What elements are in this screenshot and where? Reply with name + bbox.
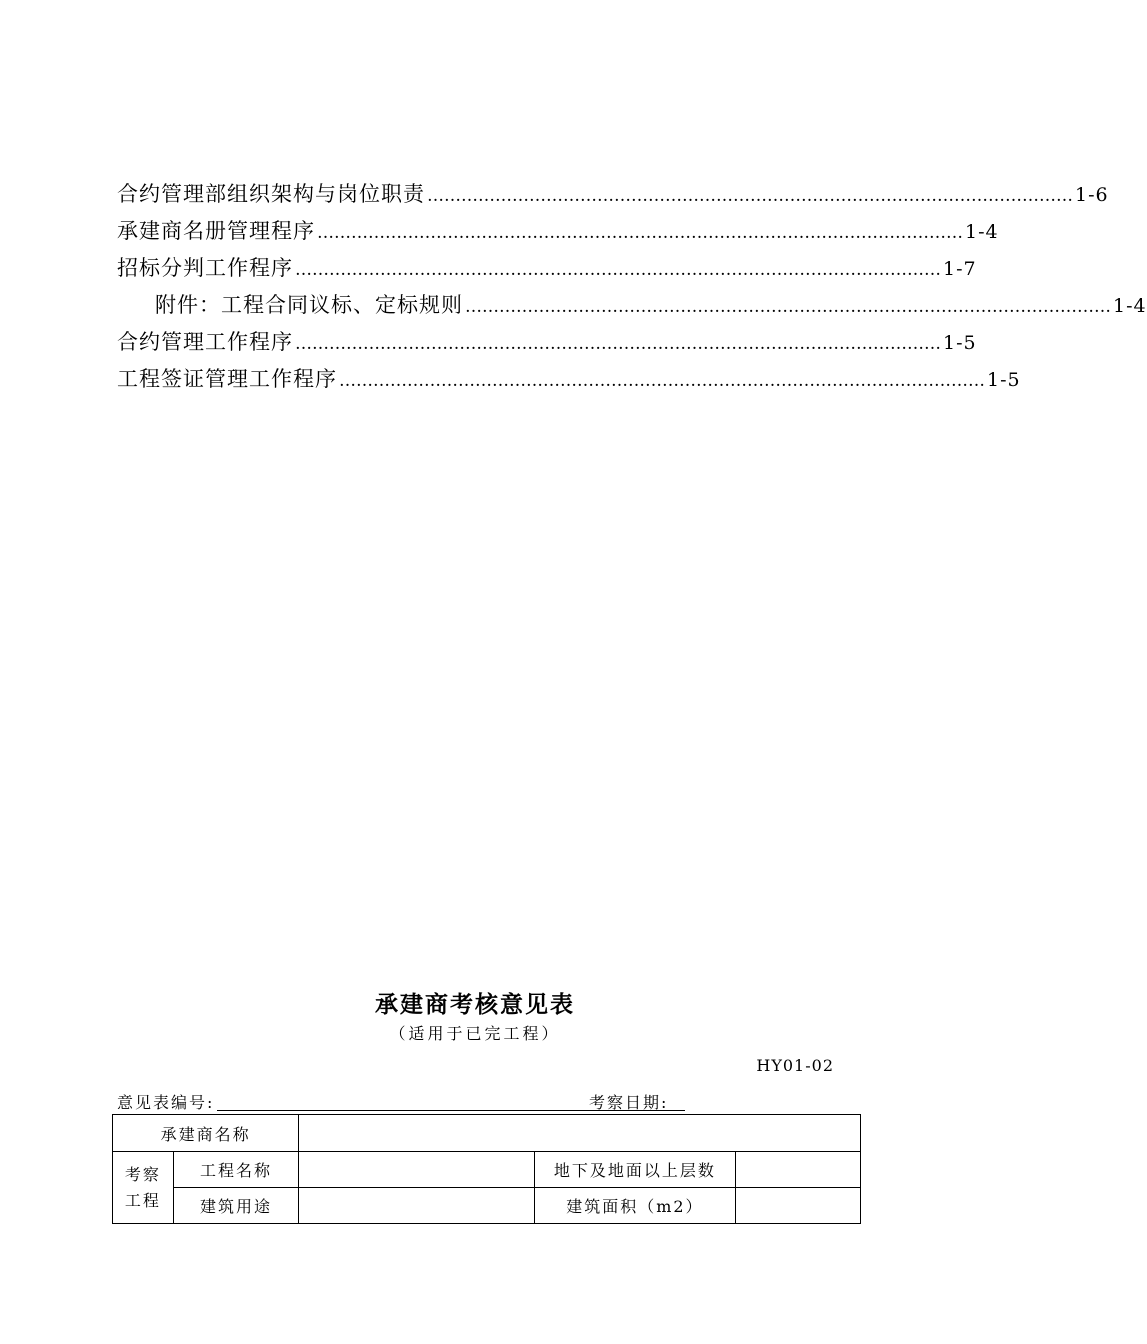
toc-leader-dots: …………………………………………………………………………………………………… [317, 223, 963, 243]
toc-entry-page: 1-5 [943, 332, 977, 354]
toc-entry-sub[interactable] [117, 287, 1147, 324]
toc-entry-page: 1-6 [1075, 184, 1109, 206]
toc-entry-page: 1-5 [987, 369, 1021, 391]
table-row [113, 1188, 861, 1224]
toc-leader-dots: …………………………………………………………………………………………………… [295, 334, 941, 354]
table-row [113, 1152, 861, 1188]
toc-leader-dots: …………………………………………………………………………………………………… [465, 297, 1111, 317]
number-label: 意见表编号: [117, 1093, 215, 1112]
toc-entry[interactable] [117, 213, 999, 250]
floors-field[interactable] [735, 1152, 860, 1188]
toc-entry-label: 合约管理部组织架构与岗位职责 [117, 182, 425, 206]
inspected-label-line: 工程 [124, 1190, 161, 1210]
toc-entry[interactable] [117, 250, 977, 287]
floors-label: 地下及地面以上层数 [535, 1152, 735, 1188]
toc-entry-page: 1-4 [1113, 295, 1147, 317]
table-row [113, 1115, 861, 1152]
form-subtitle: （适用于已完工程） [389, 1024, 561, 1043]
toc-leader-dots: …………………………………………………………………………………………………… [295, 260, 941, 280]
toc-entry-label: 合约管理工作程序 [117, 330, 293, 354]
toc-leader-dots: …………………………………………………………………………………………………… [427, 186, 1073, 206]
form-title: 承建商考核意见表 [375, 992, 575, 1018]
building-usage-label: 建筑用途 [173, 1188, 299, 1224]
toc-leader-dots: …………………………………………………………………………………………………… [339, 371, 985, 391]
building-usage-field[interactable] [299, 1188, 535, 1224]
building-area-field[interactable] [735, 1188, 860, 1224]
assessment-table [112, 1114, 861, 1224]
form-meta-row [117, 1090, 717, 1114]
project-name-label: 工程名称 [173, 1152, 299, 1188]
building-area-label: 建筑面积（m2） [535, 1188, 735, 1224]
toc-entry-label: 承建商名册管理程序 [117, 219, 315, 243]
toc-entry[interactable] [117, 176, 1109, 213]
toc-entry[interactable] [117, 361, 1021, 398]
project-name-field[interactable] [299, 1152, 535, 1188]
toc-entry-label: 附件：工程合同议标、定标规则 [155, 293, 463, 317]
toc-entry-page: 1-7 [943, 258, 977, 280]
table-of-contents [117, 176, 1147, 398]
inspected-label-line: 考察 [124, 1164, 161, 1184]
contractor-name-label: 承建商名称 [113, 1115, 299, 1152]
toc-entry-label: 工程签证管理工作程序 [117, 367, 337, 391]
toc-entry[interactable] [117, 324, 977, 361]
date-field[interactable] [667, 1110, 685, 1111]
form-code: HY01-02 [756, 1056, 834, 1075]
inspected-project-label [113, 1152, 174, 1224]
toc-entry-page: 1-4 [965, 221, 999, 243]
toc-entry-label: 招标分判工作程序 [117, 256, 293, 280]
date-label: 考察日期: [589, 1093, 669, 1112]
contractor-name-field[interactable] [299, 1115, 861, 1152]
